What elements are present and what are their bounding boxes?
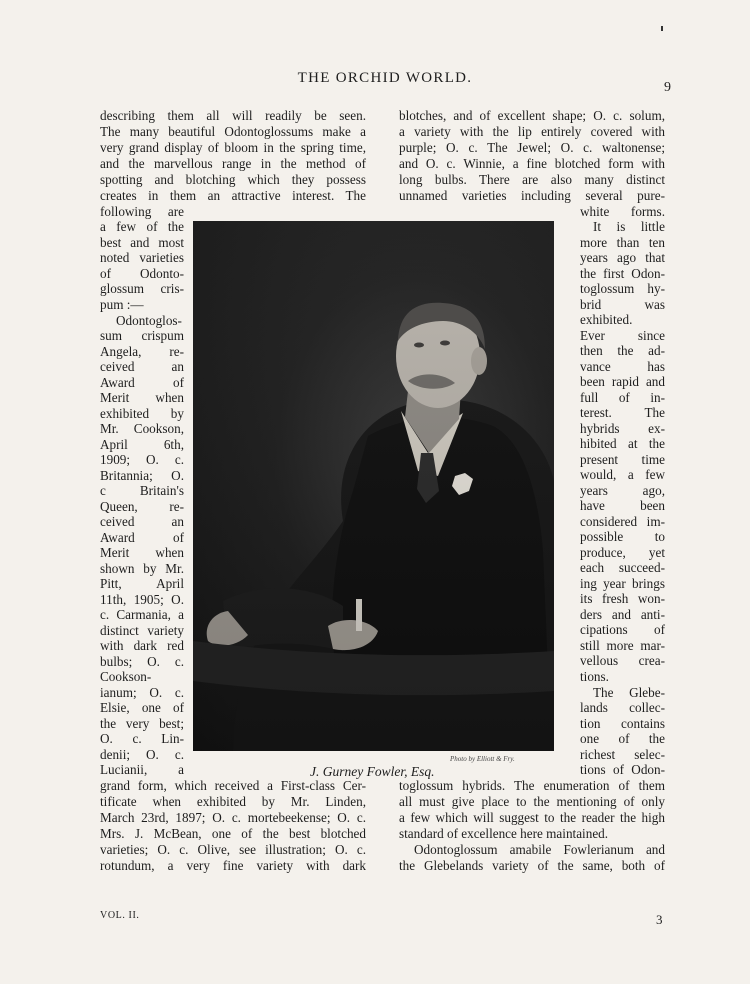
text-line: varieties; O. c. Olive, see illustration; O. c.: [100, 842, 366, 857]
text-line: ders and anti-: [580, 607, 665, 622]
text-line: a variety with the lip entirely covered with: [399, 124, 665, 139]
text-line: denii; O. c.: [100, 747, 184, 762]
text-line: sum crispum: [100, 328, 184, 343]
text-line: ceived an: [100, 514, 184, 529]
text-line: Elsie, one of: [100, 700, 184, 715]
text-line: very grand display of bloom in the spring time,: [100, 140, 366, 155]
text-line: purple; O. c. The Jewel; O. c. waltonense;: [399, 140, 665, 155]
signature-mark: 3: [656, 912, 663, 927]
text-line: April 6th,: [100, 437, 184, 452]
text-line: the very best;: [100, 716, 184, 731]
text-line: exhibited by: [100, 406, 184, 421]
text-line: glossum cris-: [100, 281, 184, 296]
text-line: describing them all will readily be seen.: [100, 108, 366, 123]
text-line: unnamed varieties including several pure-: [399, 188, 665, 203]
text-line: c Britain's: [100, 483, 184, 498]
text-line: shown by Mr.: [100, 561, 184, 576]
text-line: grand form, which received a First-class Cer-: [100, 778, 366, 793]
text-line: bulbs; O. c.: [100, 654, 184, 669]
text-line: creates in them an attractive interest. The: [100, 188, 366, 203]
text-line: tions of Odon-: [580, 762, 665, 777]
text-line: hybrids ex-: [580, 421, 665, 436]
text-line: vance has: [580, 359, 665, 374]
text-line: Cookson-: [100, 669, 152, 684]
text-line: still more mar-: [580, 638, 665, 653]
text-line: tion contains: [580, 716, 665, 731]
text-line: Award of: [100, 375, 184, 390]
ink-speck: [661, 26, 663, 31]
page-number: 9: [664, 80, 671, 95]
text-line: one of the: [580, 731, 665, 746]
text-line: best and most: [100, 235, 184, 250]
text-line: Pitt, April: [100, 576, 184, 591]
text-line: of Odonto-: [100, 266, 184, 281]
text-line: Ever since: [580, 328, 665, 343]
text-line: ing year brings: [580, 576, 665, 591]
text-line: c. Carmania, a: [100, 607, 184, 622]
text-line: vellous crea-: [580, 653, 665, 668]
text-line: more than ten: [580, 235, 665, 250]
text-line: The many beautiful Odontoglossums make a: [100, 124, 366, 139]
text-line: tificate when exhibited by Mr. Linden,: [100, 794, 366, 809]
text-line: following are: [100, 204, 184, 219]
text-line: full of in-: [580, 390, 665, 405]
text-line: exhibited.: [580, 312, 633, 327]
text-line: the Glebelands variety of the same, both of: [399, 858, 665, 873]
text-line: The Glebe-: [593, 685, 665, 700]
portrait-photograph: [193, 221, 554, 751]
text-line: all must give place to the mentioning of only: [399, 794, 665, 809]
text-line: white forms.: [580, 204, 665, 219]
text-line: March 23rd, 1897; O. c. mortebeekense; O. c.: [100, 810, 366, 825]
text-line: richest selec-: [580, 747, 665, 762]
text-line: Britannia; O.: [100, 468, 184, 483]
text-line: Queen, re-: [100, 499, 184, 514]
photo-caption: J. Gurney Fowler, Esq.: [310, 764, 435, 779]
text-line: and the marvellous range in the method of: [100, 156, 366, 171]
text-line: standard of excellence here maintained.: [399, 826, 609, 841]
text-line: blotches, and of excellent shape; O. c. solum,: [399, 108, 665, 123]
text-line: Merit when: [100, 390, 184, 405]
text-line: Angela, re-: [100, 344, 184, 359]
text-line: would, a few: [580, 467, 665, 482]
text-line: toglossum hybrids. The enumeration of them: [399, 778, 665, 793]
photo-credit: Photo by Elliott & Fry.: [450, 755, 515, 763]
text-line: Mr. Cookson,: [100, 421, 184, 436]
text-line: ianum; O. c.: [100, 685, 184, 700]
running-header: THE ORCHID WORLD.: [297, 70, 473, 86]
text-line: tions.: [580, 669, 609, 684]
text-line: produce, yet: [580, 545, 665, 560]
text-line: lands collec-: [580, 700, 665, 715]
text-line: then the ad-: [580, 343, 665, 358]
text-line: 1909; O. c.: [100, 452, 184, 467]
text-line: Merit when: [100, 545, 184, 560]
text-line: present time: [580, 452, 665, 467]
text-line: pum :—: [100, 297, 144, 312]
text-line: distinct variety: [100, 623, 184, 638]
text-line: O. c. Lin-: [100, 731, 184, 746]
text-line: have been: [580, 498, 665, 513]
text-line: years ago,: [580, 483, 665, 498]
text-line: Mrs. J. McBean, one of the best blotched: [100, 826, 366, 841]
text-line: spotting and blotching which they possess: [100, 172, 366, 187]
text-line: Award of: [100, 530, 184, 545]
text-line: long bulbs. There are also many distinct: [399, 172, 665, 187]
text-line: and O. c. Winnie, a fine blotched form with: [399, 156, 665, 171]
text-line: toglossum hy-: [580, 281, 665, 296]
text-line: Lucianii, a: [100, 762, 184, 777]
text-line: possible to: [580, 529, 665, 544]
text-line: hibited at the: [580, 436, 665, 451]
text-line: cipations of: [580, 622, 665, 637]
text-line: considered im-: [580, 514, 665, 529]
text-line: a few which will suggest to the reader the high: [399, 810, 665, 825]
text-line: years ago that: [580, 250, 665, 265]
text-line: ceived an: [100, 359, 184, 374]
text-line: rotundum, a very fine variety with dark: [100, 858, 366, 873]
volume-marker: VOL. II.: [100, 910, 140, 921]
text-line: each succeed-: [580, 560, 665, 575]
text-line: terest. The: [580, 405, 665, 420]
text-line: 11th, 1905; O.: [100, 592, 184, 607]
text-line: a few of the: [100, 219, 184, 234]
text-line: the first Odon-: [580, 266, 665, 281]
text-line: been rapid and: [580, 374, 665, 389]
text-line: with dark red: [100, 638, 184, 653]
text-line: Odontoglossum amabile Fowlerianum and: [414, 842, 665, 857]
text-line: its fresh won-: [580, 591, 665, 606]
text-line: Odontoglos-: [116, 313, 182, 328]
text-line: noted varieties: [100, 250, 184, 265]
text-line: brid was: [580, 297, 665, 312]
text-line: It is little: [593, 219, 665, 234]
